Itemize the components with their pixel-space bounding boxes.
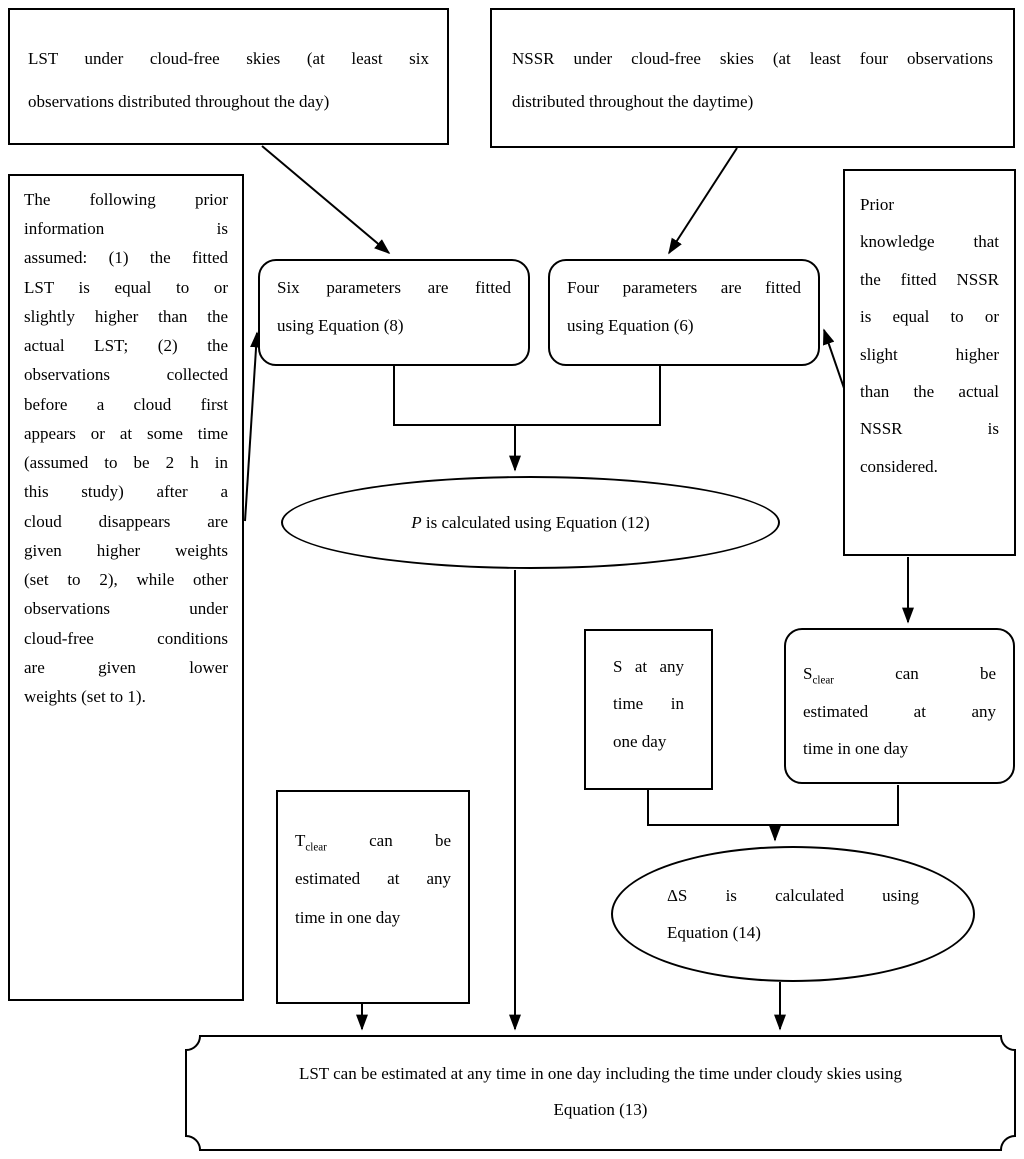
text-line (295, 822, 451, 860)
text-line: slight higher (860, 344, 999, 364)
text-line: time in one day (803, 739, 909, 759)
text-line: cloud disappears are (24, 511, 228, 531)
prior-lst-information-box (8, 174, 244, 1001)
arrow-priornssr-to-fourparams (824, 330, 845, 391)
text-line: information is (24, 219, 228, 239)
s-any-time-box (584, 629, 713, 790)
text-line: Equation (13) (553, 1099, 648, 1119)
text-line: before a cloud first (24, 394, 228, 414)
subscript-clear: clear (305, 841, 327, 854)
text-line: estimated at any (295, 869, 451, 889)
text-line: assumed: (1) the fitted (24, 248, 228, 268)
lst-observations-box (8, 8, 449, 145)
text-line: observations collected (24, 365, 228, 385)
text-line: The following prior (24, 190, 228, 209)
text-line: is equal to or (860, 307, 999, 327)
text-line: are given lower (24, 657, 228, 677)
text-line: Prior (860, 195, 894, 214)
text-fragment: can be (326, 831, 451, 850)
text-line: estimated at any (803, 701, 996, 721)
t-clear-estimate-box (276, 790, 470, 1004)
six-parameters-box (258, 259, 530, 366)
text-line: NSSR is (860, 419, 999, 439)
text-line: NSSR under cloud-free skies (at least four observations (512, 49, 993, 68)
text-line: considered. (860, 456, 938, 476)
text-fragment: S (803, 664, 813, 683)
text-line: actual LST; (2) the (24, 336, 228, 356)
text-line: LST can be estimated at any time in one day including the time under cloudy skies using (298, 1064, 903, 1083)
nssr-observations-box (490, 8, 1015, 148)
text-line: observations under (24, 599, 228, 619)
text-line: LST is equal to or (24, 277, 228, 297)
text-line: Four parameters are fitted (567, 278, 801, 297)
text-line (803, 655, 996, 693)
s-clear-estimate-box (784, 628, 1015, 784)
text-line: observations distributed throughout the day) (28, 91, 330, 111)
text-line: time in one day (295, 907, 401, 927)
text-line: knowledge that (860, 232, 999, 252)
text-line: Six parameters are fitted (277, 278, 511, 297)
four-parameters-box (548, 259, 820, 366)
text-line: cloud-free conditions (24, 628, 228, 648)
text-fragment: can be (833, 664, 996, 683)
text-line: than the actual (860, 381, 999, 401)
text-block (667, 877, 919, 952)
delta-s-calculation-ellipse (611, 846, 975, 982)
text-line: (assumed to be 2 h in (24, 453, 228, 473)
text-line: S at any (613, 657, 684, 676)
text-line: given higher weights (24, 540, 228, 560)
text-line: appears or at some time (24, 423, 228, 443)
text-line: one day (613, 731, 667, 751)
arrow-nssr-to-fourparams (669, 148, 737, 253)
text-fragment: is calculated using Equation (12) (421, 512, 650, 532)
arrow-priorlst-to-sixparams (245, 333, 257, 521)
variable-p: P (411, 512, 422, 532)
text-fragment: T (295, 831, 306, 850)
arrow-lst-to-sixparams (262, 146, 389, 253)
p-calculation-ellipse (281, 476, 780, 569)
text-line: weights (set to 1). (24, 686, 146, 706)
text-line: distributed throughout the daytime) (512, 91, 754, 111)
prior-nssr-knowledge-box (843, 169, 1016, 556)
text-line: this study) after a (24, 482, 228, 502)
text-line: Equation (14) (667, 923, 761, 942)
text-line: the fitted NSSR (860, 269, 999, 289)
text-line: slightly higher than the (24, 306, 228, 326)
text-line: ΔS is calculated using (667, 885, 919, 905)
text-line: (set to 2), while other (24, 570, 228, 590)
text-line (411, 513, 649, 533)
text-line: LST under cloud-free skies (at least six (28, 49, 429, 68)
final-lst-output-plaque (186, 1036, 1015, 1150)
subscript-clear: clear (812, 674, 834, 687)
text-line: time in (613, 694, 684, 714)
text-line: using Equation (6) (567, 316, 694, 336)
text-line: using Equation (8) (277, 316, 404, 336)
